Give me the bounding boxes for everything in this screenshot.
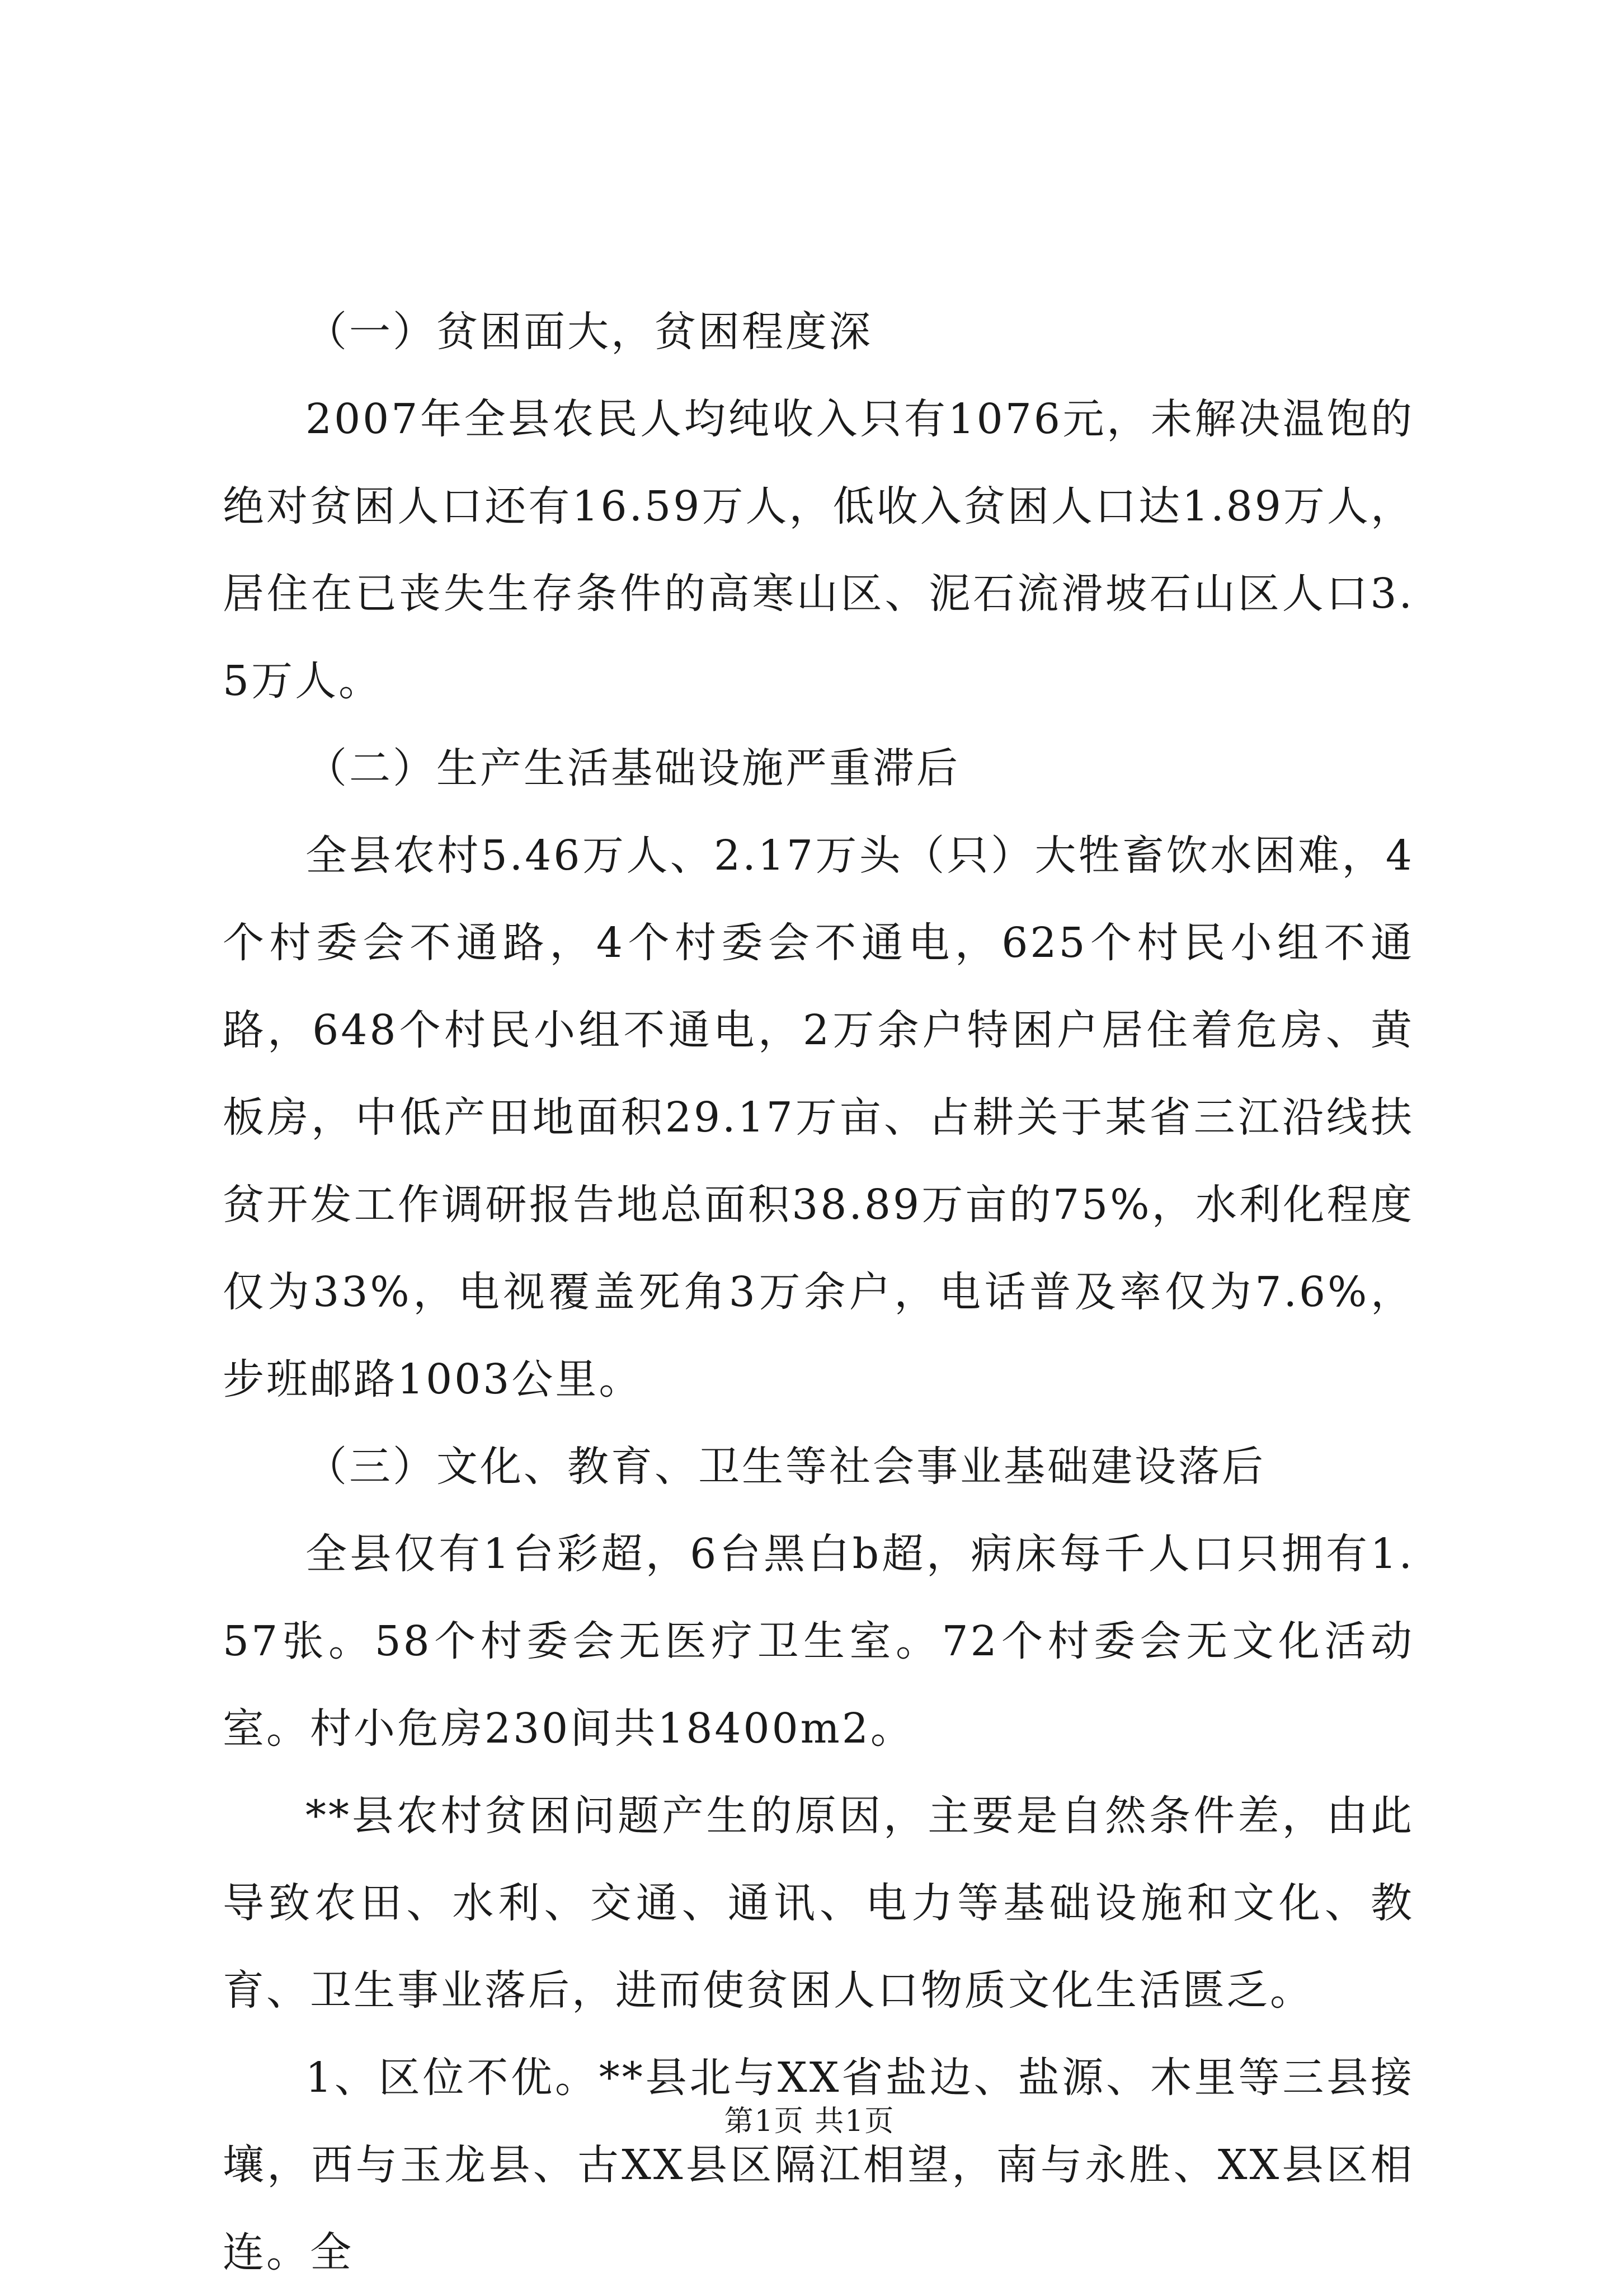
paragraph-4: **县农村贫困问题产生的原因，主要是自然条件差，由此导致农田、水利、交通、通讯、电力等基础设施和文化、教育、卫生事业落后，进而使贫困人口物质文化生活匮乏。 xyxy=(223,1792,1414,2015)
section-heading-2: （二）生产生活基础设施严重滞后 xyxy=(305,744,960,792)
paragraph-1: 2007年全县农民人均纯收入只有1076元，未解决温饱的绝对贫困人口还有16.59万人，低收入贫困人口达1.89万人，居住在已丧失生存条件的高寒山区、泥石流滑坡石山区人口3.5万人。 xyxy=(223,395,1414,705)
paragraph-2: 全县农村5.46万人、2.17万头（只）大牲畜饮水困难，4个村委会不通路，4个村委会不通电，625个村民小组不通路，648个村民小组不通电，2万余户特困户居住着危房、黄板房，中低产田地面积29.17万亩、占耕关于某省三江沿线扶贫开发工作调研报告地总面积38.89万亩的75%，水利化程度仅为33%，电视覆盖死角3万余户，电话普及率仅为7.6%，步班邮路1003公里。 xyxy=(223,832,1414,1403)
document-body xyxy=(223,288,1414,2296)
paragraph-5: 1、区位不优。**县北与XX省盐边、盐源、木里等三县接壤，西与玉龙县、古XX县区隔江相望，南与永胜、XX县区相连。全 xyxy=(223,2054,1414,2276)
section-heading-1: （一）贫困面大，贫困程度深 xyxy=(305,308,873,356)
paragraph-3: 全县仅有1台彩超，6台黑白b超，病床每千人口只拥有1.57张。58个村委会无医疗卫生室。72个村委会无文化活动室。村小危房230间共18400m2。 xyxy=(223,1530,1414,1753)
page-footer: 第1页 共1页 xyxy=(724,2105,895,2138)
section-heading-3: （三）文化、教育、卫生等社会事业基础建设落后 xyxy=(305,1443,1265,1491)
